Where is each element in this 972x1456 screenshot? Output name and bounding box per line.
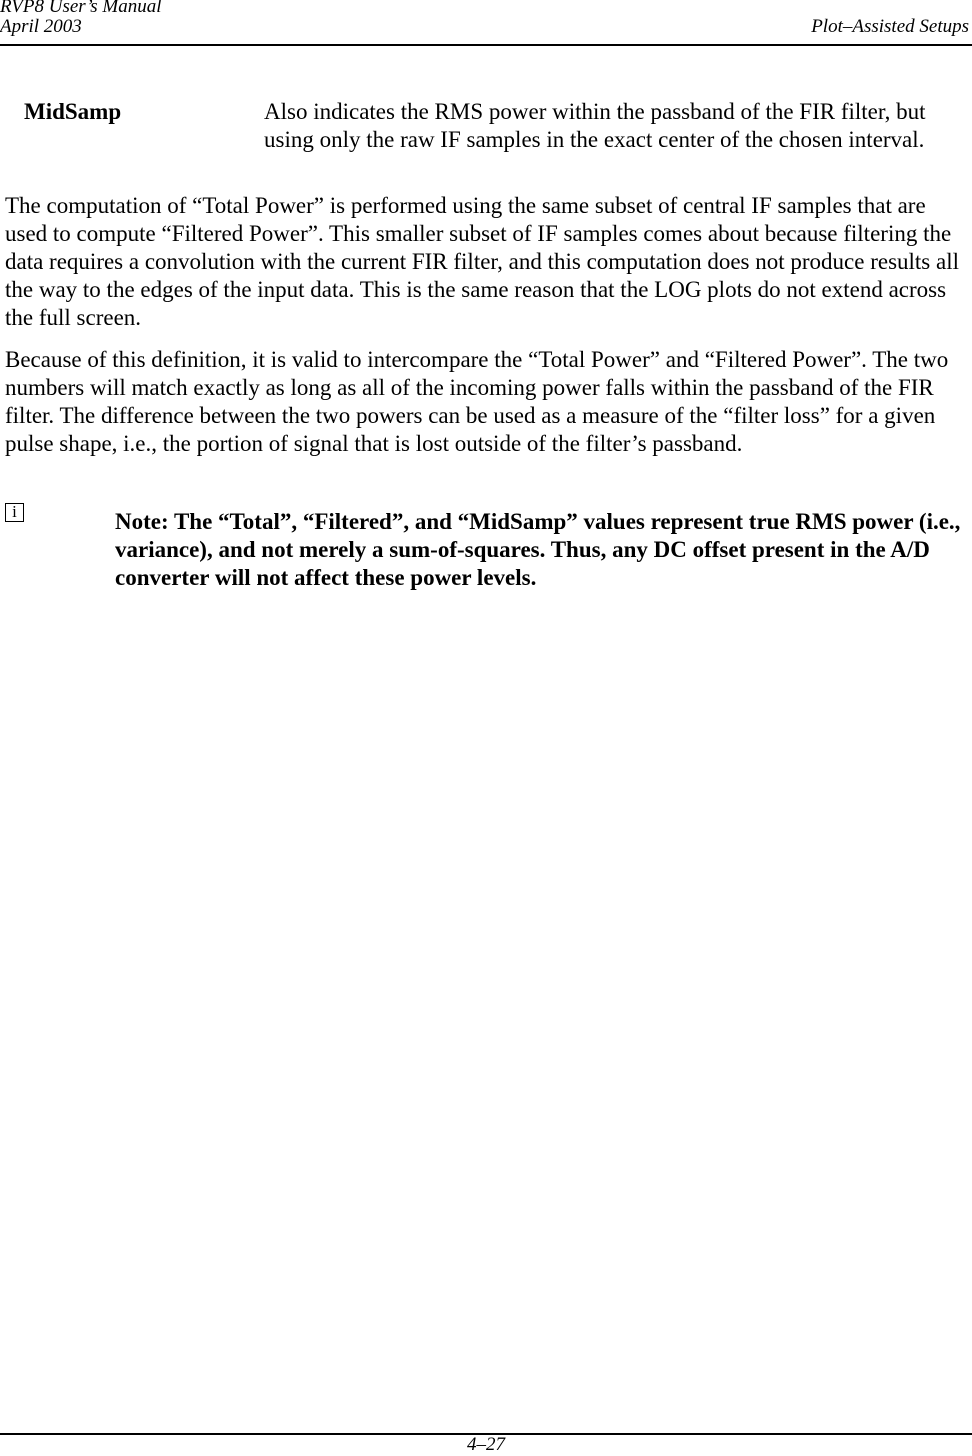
section-title: Plot–Assisted Setups	[811, 16, 969, 37]
note-text: Note: The “Total”, “Filtered”, and “MidSamp” values represent true RMS power (i.e., variance), and not merely a sum-of-squares. Thus, any DC offset present in the A/D converter will not affect these power levels.	[115, 509, 961, 590]
body-paragraph: Because of this definition, it is valid to intercompare the “Total Power” and “Filtered Power”. The two numbers will match exactly as long as all of the incoming power falls within the passband of the FIR filter. The difference between the two powers can be used as a measure of the “filter loss” for a given pulse shape, i.e., the portion of signal that is lost outside of the filter’s passband.	[5, 347, 949, 456]
manual-title: RVP8 User’s Manual	[0, 0, 162, 17]
page-header	[0, 0, 972, 46]
definition-term: MidSamp	[24, 99, 122, 124]
body-paragraph: The computation of “Total Power” is performed using the same subset of central IF samples that are used to compute “Filtered Power”. This smaller subset of IF samples comes about because filtering the data requires a convolution with the current FIR filter, and this computation does not produce results all the way to the edges of the input data. This is the same reason that the LOG plots do not extend across the full screen.	[5, 193, 959, 330]
publication-date: April 2003	[0, 16, 82, 37]
header-left	[0, 0, 162, 37]
definition-description: Also indicates the RMS power within the passband of the FIR filter, but using only the raw IF samples in the exact center of the chosen interval.	[264, 99, 926, 152]
info-icon: i	[5, 503, 24, 522]
page-number: 4–27	[467, 1434, 505, 1455]
